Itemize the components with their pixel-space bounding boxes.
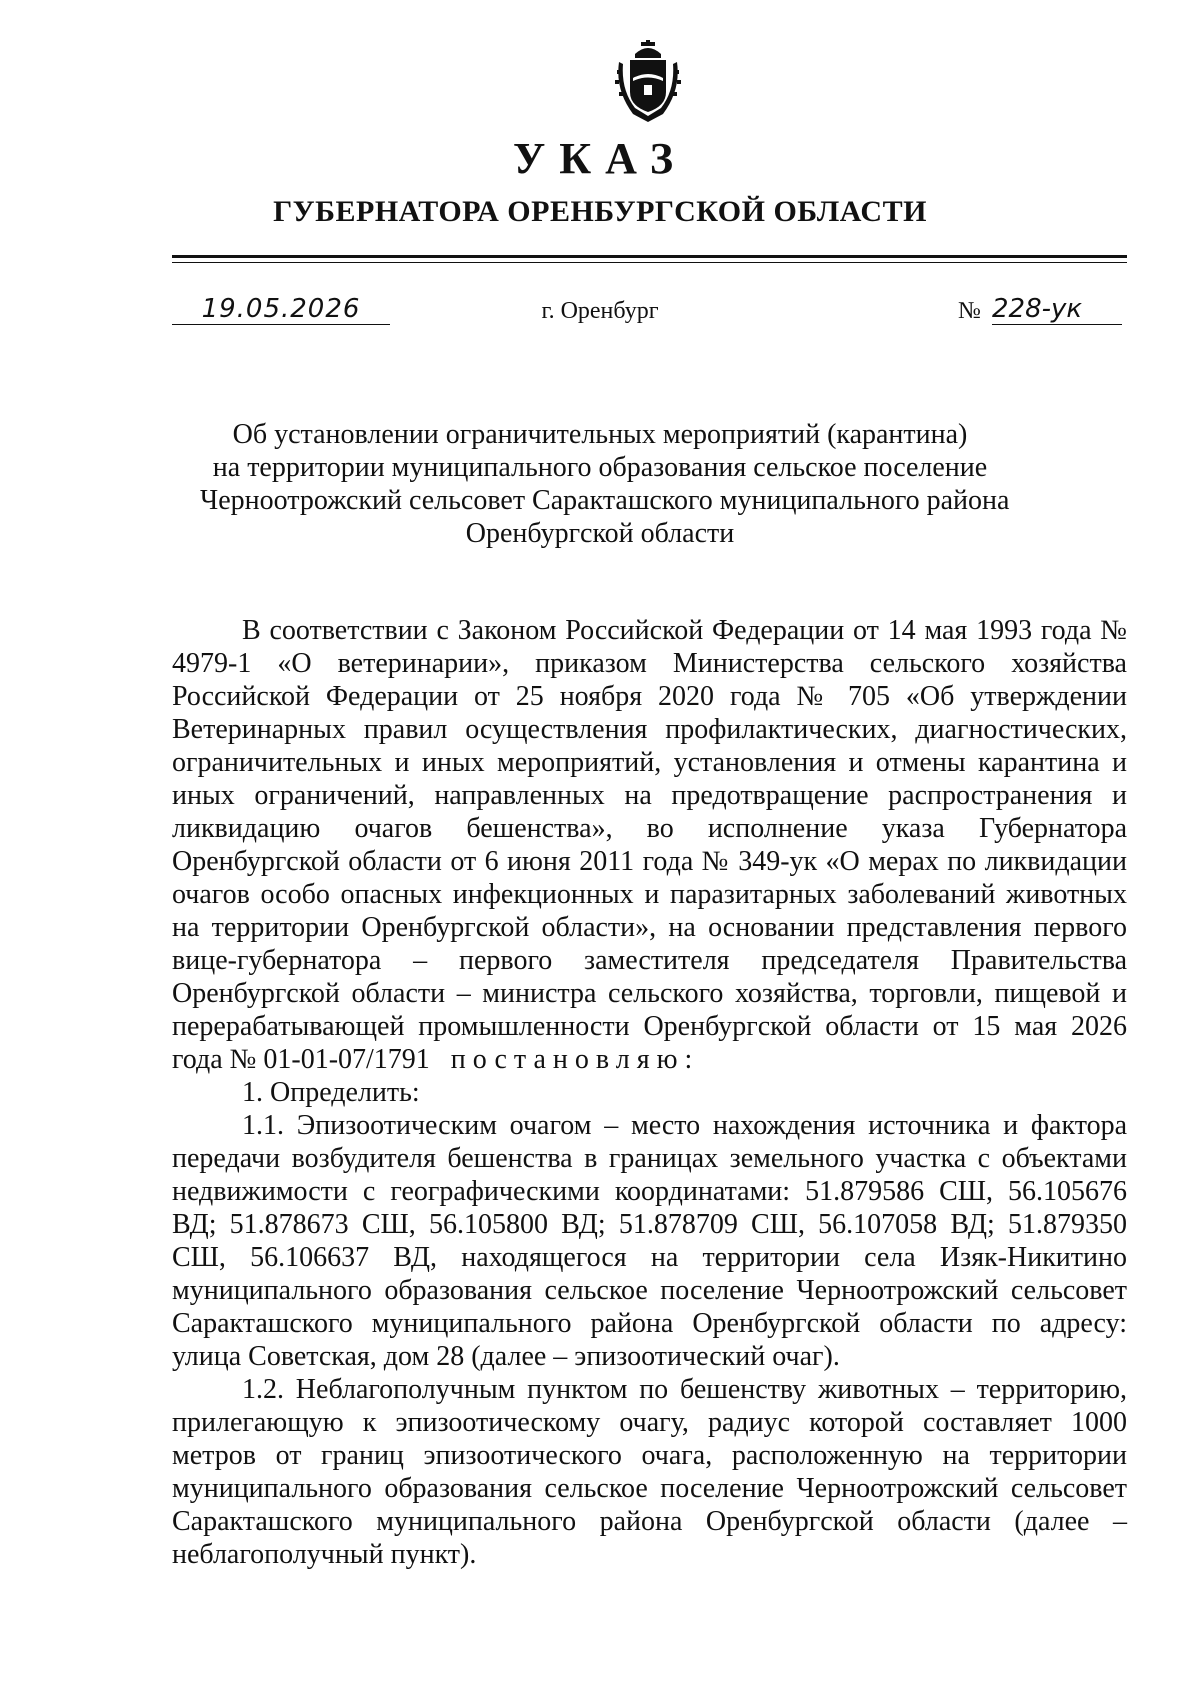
item-1-2: 1.2. Неблагополучным пунктом по бешенству животных – территорию, прилегающую к эпизоотическому очагу, радиус которой составляет 1000 метров от границ эпизоотического очага, расположенную на территории муниципального образования сельское поселение Черноотрожский сельсовет Саракташского муниципального района Оренбургской области (далее – неблагополучный пункт). [172, 1374, 1127, 1570]
decree-title-line: Об установлении ограничительных мероприятий (карантина) [232, 419, 968, 450]
coat-of-arms-emblem [611, 40, 685, 126]
decree-title-line: Черноотрожский сельсовет Саракташского муниципального района [200, 485, 1010, 516]
preamble-text: В соответствии с Законом Российской Федерации от 14 мая 1993 года № 4979-1 «О ветеринарии», приказом Министерства сельского хозяйства Российской Федерации от 25 ноября 2020 года № 705 «Об утверждении Ветеринарных правил осуществления профилактических, диагностических, ограничительных и иных мероприятий, установления и отмены карантина и иных ограничений, направленных на предотвращение распространения и ликвидацию очагов бешенства», во исполнение указа Губернатора Оренбургской области от 6 июня 2011 года № 349-ук «О мерах по ликвидации очагов особо опасных инфекционных и паразитарных заболеваний животных на территории Оренбургской области», на основании представления первого вице-губернатора – первого заместителя председателя Правительства Оренбургской области – министра сельского хозяйства, торговли, пищевой и перерабатывающей промышленности Оренбургской области от 15 мая 2026 года № 01-01-07/1791 [172, 615, 1127, 1075]
decree-body [172, 614, 1127, 1571]
item-1: 1. Определить: [242, 1077, 420, 1108]
header-rule-thick [172, 255, 1127, 258]
decree-title-line: на территории муниципального образования сельское поселение [212, 452, 988, 483]
document-type-heading: УКАЗ [512, 134, 688, 183]
decree-title-line: Оренбургской области [465, 518, 735, 549]
decree-city: г. Оренбург [541, 298, 659, 324]
decree-number-sign: № [958, 298, 981, 324]
issuer-heading: ГУБЕРНАТОРА ОРЕНБУРГСКОЙ ОБЛАСТИ [273, 195, 927, 228]
preamble-paragraph [172, 614, 1127, 1076]
decree-date: 19.05.2026 [172, 294, 390, 325]
decree-word: постановляю: [450, 1044, 700, 1075]
item-1-1: 1.1. Эпизоотическим очагом – место нахождения источника и фактора передачи возбудителя бешенства в границах земельного участка с объектами недвижимости с географическими координатами: 51.879586 СШ, 56.105676 ВД; 51.878673 СШ, 56.105800 ВД; 51.878709 СШ, 56.107058 ВД; 51.879350 СШ, 56.106637 ВД, находящегося на территории села Изяк-Никитино муниципального образования сельское поселение Черноотрожский сельсовет Саракташского муниципального района Оренбургской области по адресу: улица Советская, дом 28 (далее – эпизоотический очаг). [172, 1110, 1127, 1372]
decree-number: 228-ук [992, 294, 1122, 325]
decree-title [200, 418, 1010, 550]
header-rule-thin [172, 262, 1127, 263]
